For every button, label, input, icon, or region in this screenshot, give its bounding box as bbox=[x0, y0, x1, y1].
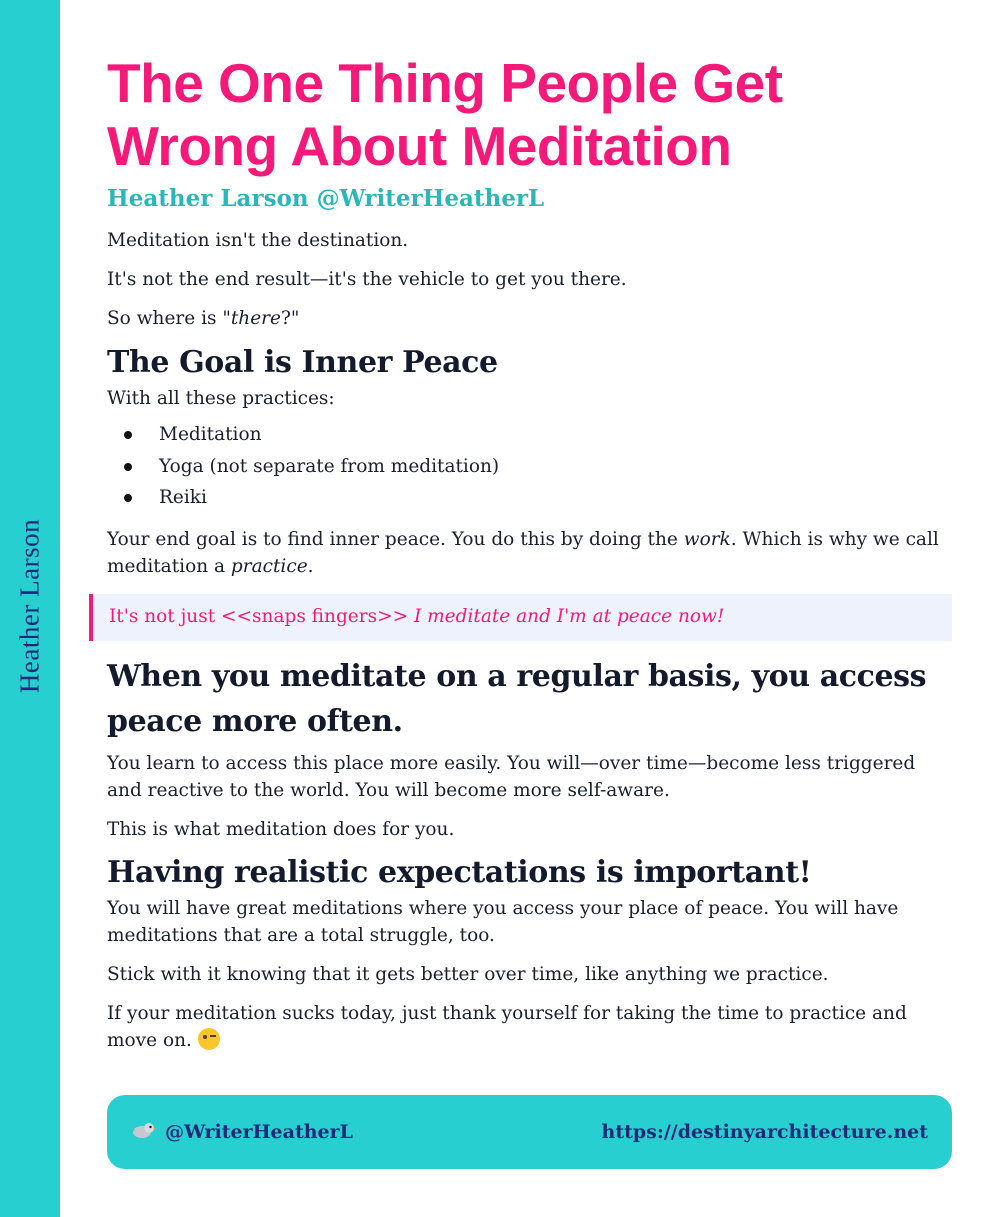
goal-para-part-2: . Which is why we call meditation a bbox=[107, 528, 939, 577]
list-item bbox=[107, 419, 952, 451]
list-item-label: Meditation bbox=[159, 424, 262, 445]
bullet-dot bbox=[124, 494, 132, 502]
bird-icon bbox=[131, 1120, 157, 1145]
section-realistic-paragraph-2: Stick with it knowing that it gets better over time, like anything we practice. bbox=[107, 963, 829, 985]
goal-para-italic-practice: practice bbox=[230, 555, 308, 577]
section-regular-paragraph-2: This is what meditation does for you. bbox=[107, 818, 455, 840]
goal-para-part-3: . bbox=[307, 555, 314, 577]
footer-url-link[interactable]: https://destinyarchitecture.net bbox=[601, 1121, 928, 1143]
goal-para-part-1: Your end goal is to find inner peace. You do this by doing the bbox=[107, 528, 684, 550]
section-heading-realistic: Having realistic expectations is important! bbox=[107, 854, 812, 890]
section-regular-paragraph-1: You learn to access this place more easily. You will—over time—become less triggered and reactive to the world. You will become more self-aware. bbox=[107, 752, 916, 801]
section-heading-regular: When you meditate on a regular basis, you access peace more often. bbox=[107, 658, 927, 739]
sidebar-author-label: Heather Larson bbox=[14, 518, 45, 694]
list-item-label: Reiki bbox=[159, 487, 207, 508]
bullet-dot bbox=[124, 431, 132, 439]
sidebar-stripe bbox=[0, 0, 60, 1217]
intro-paragraph-2: It's not the end result—it's the vehicle to get you there. bbox=[107, 269, 627, 290]
quote-italic: I meditate and I'm at peace now! bbox=[413, 605, 725, 627]
bullet-dot bbox=[124, 463, 132, 471]
practices-list bbox=[107, 419, 952, 514]
article-content bbox=[107, 52, 952, 1054]
section-heading-goal: The Goal is Inner Peace bbox=[107, 345, 498, 380]
goal-para-italic-work: work bbox=[683, 528, 731, 550]
section-goal-lead: With all these practices: bbox=[107, 388, 335, 409]
section-goal-paragraph bbox=[107, 526, 952, 580]
intro-paragraph-1: Meditation isn't the destination. bbox=[107, 230, 409, 251]
blockquote bbox=[89, 594, 952, 641]
list-item bbox=[107, 482, 952, 514]
intro-p3-suffix: ?" bbox=[280, 308, 300, 329]
list-item bbox=[107, 451, 952, 483]
intro-paragraph-3 bbox=[107, 305, 952, 332]
winking-face-icon bbox=[198, 1028, 220, 1050]
footer-bar bbox=[107, 1095, 952, 1169]
section-realistic-paragraph-3 bbox=[107, 1000, 952, 1054]
article-byline: Heather Larson @WriterHeatherL bbox=[107, 185, 545, 212]
footer-handle[interactable]: @WriterHeatherL bbox=[165, 1121, 353, 1143]
article-title: The One Thing People Get Wrong About Meditation bbox=[107, 52, 783, 177]
intro-p3-italic: there bbox=[230, 308, 281, 329]
realistic-p3-text: If your meditation sucks today, just thank yourself for taking the time to practice and move on. bbox=[107, 1002, 907, 1051]
footer-handle-group[interactable] bbox=[131, 1120, 353, 1145]
list-item-label: Yoga (not separate from meditation) bbox=[159, 455, 500, 477]
intro-p3-prefix: So where is " bbox=[107, 308, 231, 329]
quote-prefix: It's not just <<snaps fingers>> bbox=[109, 605, 414, 627]
section-realistic-paragraph-1: You will have great meditations where you access your place of peace. You will have meditations that are a total struggle, too. bbox=[107, 897, 899, 946]
